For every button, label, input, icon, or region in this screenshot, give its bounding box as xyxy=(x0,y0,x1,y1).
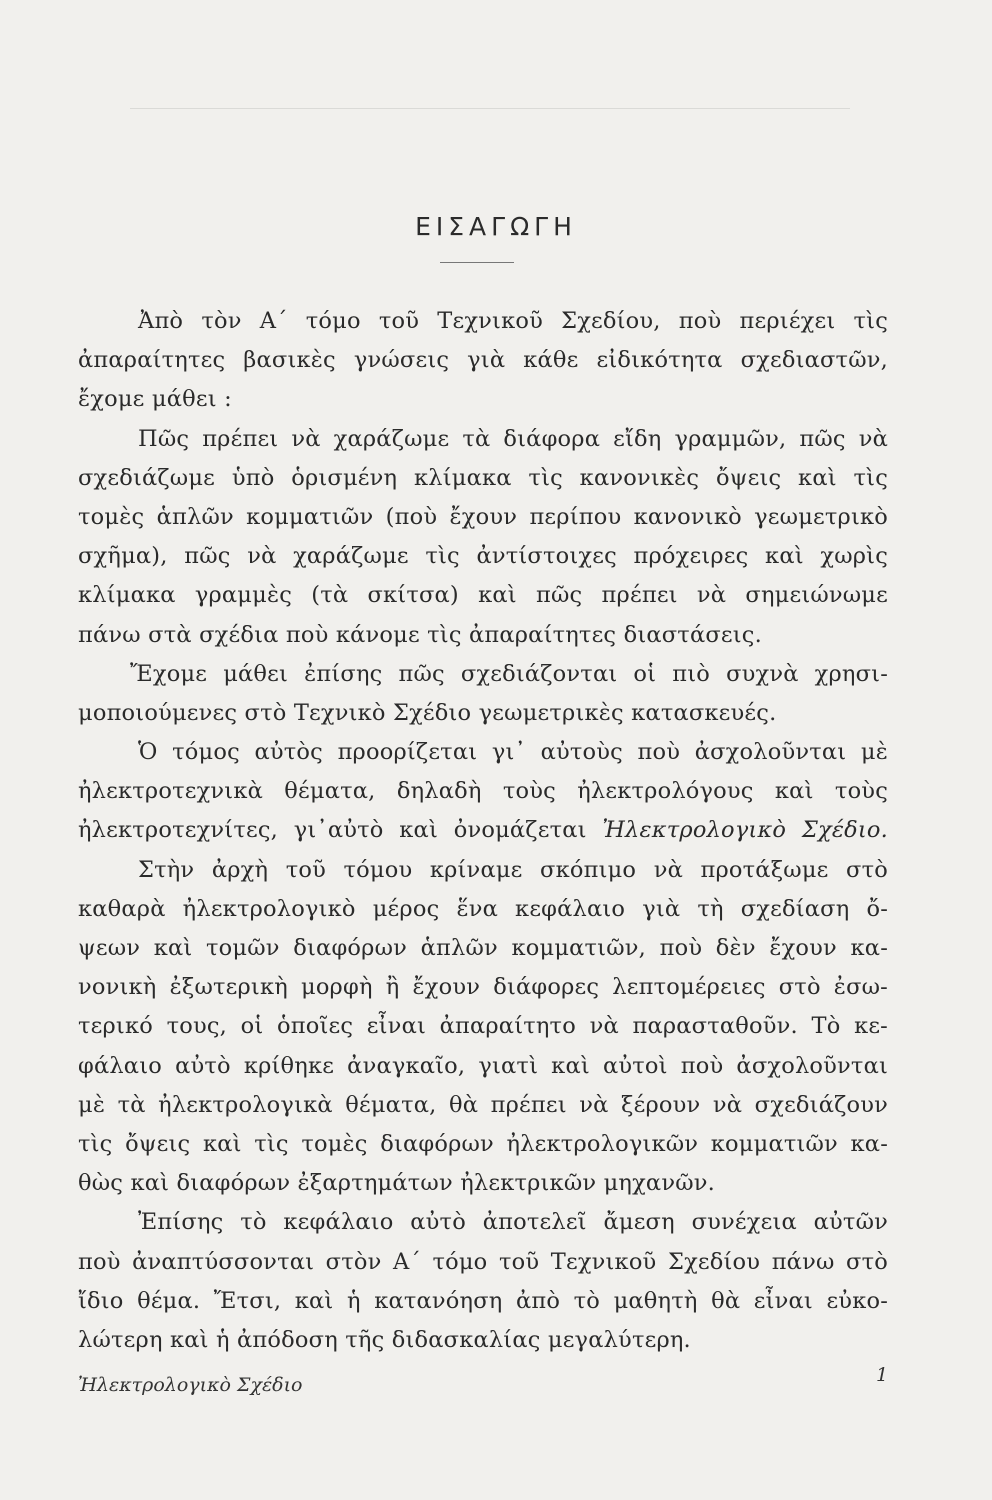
text-line: Ἐπίσης τὸ κεφάλαιο αὐτὸ ἀποτελεῖ ἄμεση συνέχεια αὐτῶν xyxy=(138,1209,888,1236)
text-line: σχῆμα), πῶς νὰ χαράζωμε τὶς ἀντίστοιχες πρόχειρες καὶ χωρὶς xyxy=(78,543,888,570)
text-line: καθαρὰ ἠλεκτρολογικὸ μέρος ἕνα κεφάλαιο γιὰ τὴ σχεδίαση ὄ- xyxy=(78,895,888,922)
text-line: θὼς καὶ διαφόρων ἐξαρτημάτων ἠλεκτρικῶν μηχανῶν. xyxy=(78,1170,715,1197)
title-underline xyxy=(440,262,514,263)
body-text xyxy=(78,302,888,1360)
text-line: Ὁ τόμος αὐτὸς προορίζεται γι᾿ αὐτοὺς ποὺ ἀσχολοῦνται μὲ xyxy=(138,739,888,766)
text-line: Ἀπὸ τὸν Α΄ τόμο τοῦ Τεχνικοῦ Σχεδίου, ποὺ περιέχει τὶς xyxy=(138,308,888,334)
text-line: ποὺ ἀναπτύσσονται στὸν Α΄ τόμο τοῦ Τεχνικοῦ Σχεδίου πάνω στὸ xyxy=(78,1248,888,1275)
text-line: τομὲς ἁπλῶν κομματιῶν (ποὺ ἔχουν περίπου κανονικὸ γεωμετρικὸ xyxy=(78,503,888,530)
text-line: νονικὴ ἐξωτερικὴ μορφὴ ἢ ἔχουν διάφορες λεπτομέρειες στὸ ἐσω- xyxy=(78,974,888,1001)
text-line: πάνω στὰ σχέδια ποὺ κάνομε τὶς ἀπαραίτητες διαστάσεις. xyxy=(78,621,762,648)
page-title: ΕΙΣΑΓΩΓΗ xyxy=(415,212,577,241)
page-number: 1 xyxy=(876,1364,889,1386)
text-line: ἴδιο θέμα. Ἔτσι, καὶ ἡ κατανόηση ἀπὸ τὸ μαθητὴ θὰ εἶναι εὐκο- xyxy=(78,1287,888,1314)
text-line: μοποιούμενες στὸ Τεχνικὸ Σχέδιο γεωμετρικὲς κατασκευές. xyxy=(78,699,777,726)
text-line: τὶς ὄψεις καὶ τὶς τομὲς διαφόρων ἠλεκτρολογικῶν κομματιῶν κα- xyxy=(78,1130,888,1157)
text-line: Ἔχομε μάθει ἐπίσης πῶς σχεδιάζονται οἱ πιὸ συχνὰ χρησι- xyxy=(130,660,888,687)
text-line: Στὴν ἀρχὴ τοῦ τόμου κρίναμε σκόπιμο νὰ προτάξωμε στὸ xyxy=(138,856,888,883)
footer-book-title: Ἠλεκτρολογικὸ Σχέδιο xyxy=(78,1374,303,1396)
text-line: φάλαιο αὐτὸ κρίθηκε ἀναγκαῖο, γιατὶ καὶ αὐτοὶ ποὺ ἀσχολοῦνται xyxy=(78,1052,888,1079)
text-line: τερικό τους, οἱ ὁποῖες εἶναι ἀπαραίτητο νὰ παρασταθοῦν. Τὸ κε- xyxy=(78,1013,888,1040)
text-line-with-italic xyxy=(78,811,888,850)
text-line: κλίμακα γραμμὲς (τὰ σκίτσα) καὶ πῶς πρέπει νὰ σημειώνωμε xyxy=(78,582,888,609)
show-through-rule xyxy=(130,108,850,109)
italic-book-title: Ἠλεκτρολογικὸ Σχέδιο. xyxy=(602,817,888,844)
text-line: ἠλεκτροτεχνικὰ θέματα, δηλαδὴ τοὺς ἠλεκτρολόγους καὶ τοὺς xyxy=(78,778,888,805)
text-line: Πῶς πρέπει νὰ χαράζωμε τὰ διάφορα εἴδη γραμμῶν, πῶς νὰ xyxy=(138,425,888,452)
text-line: λώτερη καὶ ἡ ἀπόδοση τῆς διδασκαλίας μεγαλύτερη. xyxy=(78,1326,691,1353)
text-line-lead: ἠλεκτροτεχνίτες, γι᾿αὐτὸ καὶ ὀνομάζεται xyxy=(78,817,587,844)
text-line: ἀπαραίτητες βασικὲς γνώσεις γιὰ κάθε εἰδικότητα σχεδιαστῶν, xyxy=(78,347,888,374)
text-line: σχεδιάζωμε ὑπὸ ὁρισμένη κλίμακα τὶς κανονικὲς ὄψεις καὶ τὶς xyxy=(78,464,888,491)
text-line: μὲ τὰ ἠλεκτρολογικὰ θέματα, θὰ πρέπει νὰ ξέρουν νὰ σχεδιάζουν xyxy=(78,1091,888,1118)
text-line: ψεων καὶ τομῶν διαφόρων ἁπλῶν κομματιῶν, ποὺ δὲν ἔχουν κα- xyxy=(78,935,888,961)
text-line: ἔχομε μάθει : xyxy=(78,386,232,413)
